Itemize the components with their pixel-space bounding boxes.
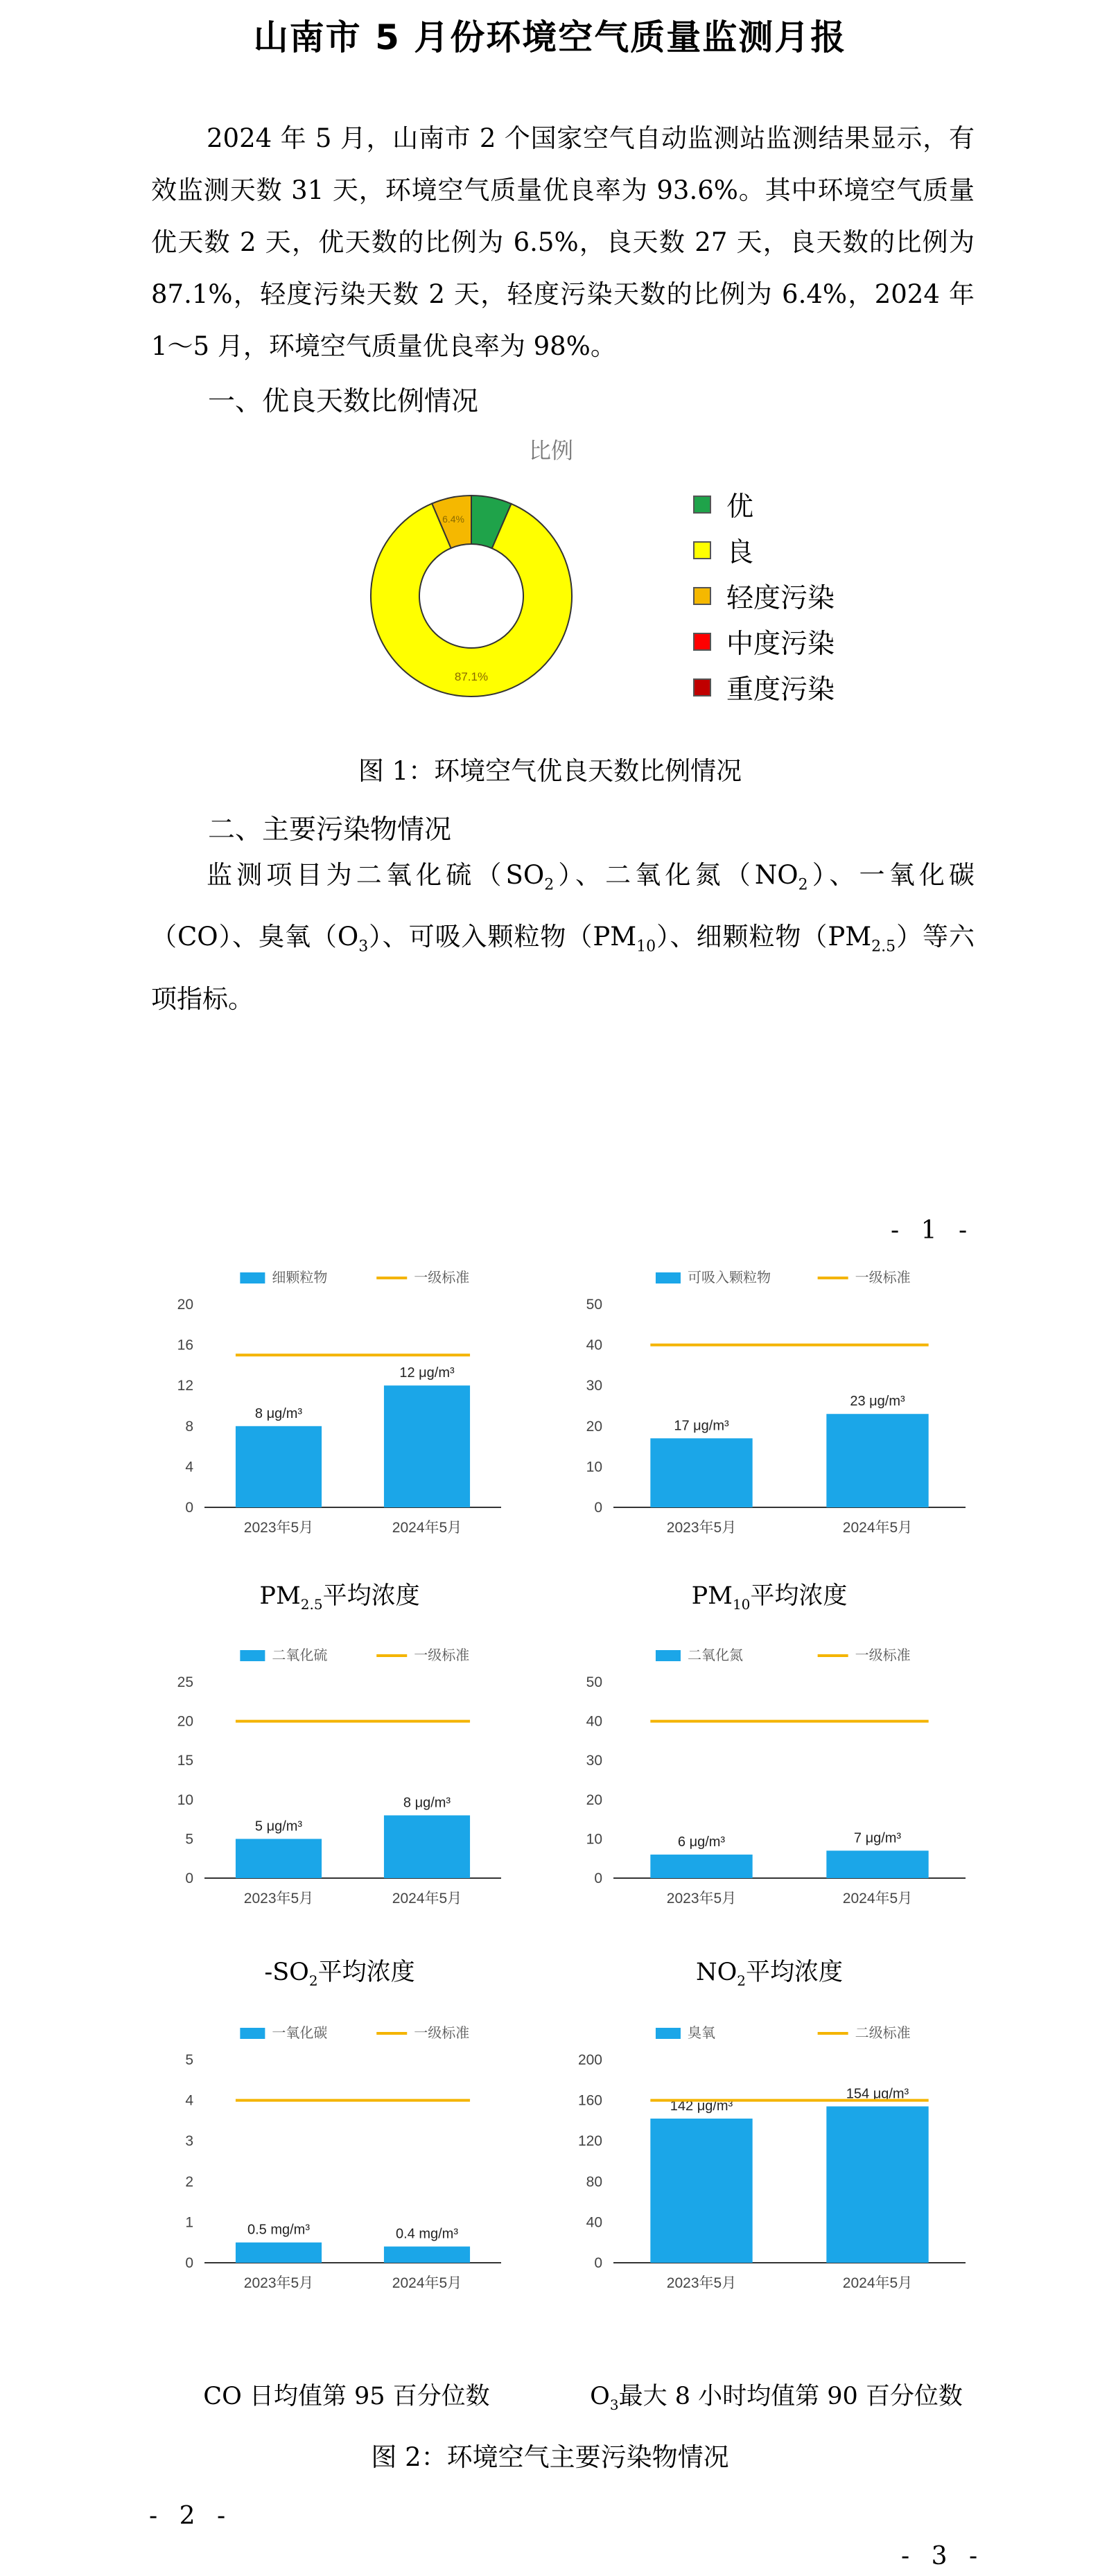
y-tick-label: 20	[586, 1791, 602, 1808]
y-tick-label: 20	[177, 1713, 193, 1730]
x-tick-label: 2023年5月	[666, 1520, 737, 1536]
y-tick-label: 3	[185, 2133, 193, 2150]
y-tick-label: 40	[586, 1713, 602, 1730]
y-tick-label: 5	[185, 2052, 193, 2068]
y-tick-label: 50	[586, 1297, 602, 1313]
no2-chart	[565, 1632, 974, 1916]
legend-label-standard: 一级标准	[414, 2026, 470, 2041]
pollutant-text: ）、可吸入颗粒物（PM	[368, 922, 637, 952]
legend-item	[693, 665, 835, 710]
bar-data-label: 0.4 mg/m³	[395, 2226, 459, 2242]
so2-chart	[156, 1632, 509, 1916]
subtitle-text: -SO	[264, 1959, 309, 1986]
y-tick-label: 10	[586, 1459, 602, 1475]
y-tick-label: 120	[577, 2133, 602, 2150]
bar-1	[384, 2247, 470, 2263]
x-tick-label: 2023年5月	[666, 2275, 737, 2291]
x-tick-label: 2023年5月	[243, 1520, 314, 1536]
legend-label-series: 二氧化氮	[687, 1648, 743, 1663]
bar-data-label: 6 μg/m³	[677, 1834, 726, 1850]
legend-label-series: 细颗粒物	[272, 1270, 328, 1286]
subtitle-text: 平均浓度	[746, 1959, 844, 1986]
legend-label-series: 一氧化碳	[272, 2026, 328, 2041]
legend-label: 良	[726, 537, 754, 568]
o3-chart-subtitle	[555, 2377, 998, 2413]
bar-data-label: 17 μg/m³	[674, 1418, 729, 1434]
legend-label-standard: 一级标准	[855, 1270, 911, 1286]
subtitle-text: 最大 8 小时均值第 90 百分位数	[618, 2383, 963, 2410]
subtitle-text: 平均浓度	[317, 1959, 415, 1986]
pie-chart	[360, 485, 582, 707]
legend-label: 重度污染	[726, 674, 835, 706]
pollutant-sub: 2.5	[871, 938, 896, 956]
pollutant-text: 监测项目为二氧化硫（SO	[207, 860, 545, 890]
figure2-caption: 图 2：环境空气主要污染物情况	[371, 2442, 729, 2472]
y-tick-label: 40	[586, 1337, 602, 1353]
legend-label: 轻度污染	[726, 583, 835, 614]
y-tick-label: 0	[594, 2255, 602, 2271]
legend-item	[693, 527, 835, 573]
legend-item	[693, 573, 835, 619]
bar-data-label: 8 μg/m³	[403, 1795, 451, 1811]
section-heading-pollutants: 二、主要污染物情况	[208, 814, 452, 845]
page-number-2: - 2 -	[149, 2502, 233, 2530]
pollutant-text: ）、二氧化氮（NO	[554, 860, 798, 890]
pollutant-sub: 3	[358, 938, 369, 956]
legend-swatch	[693, 496, 711, 514]
report-title: 山南市 5 月份环境空气质量监测月报	[253, 17, 847, 58]
y-tick-label: 20	[586, 1418, 602, 1435]
x-tick-label: 2023年5月	[666, 1891, 737, 1907]
x-tick-label: 2024年5月	[842, 1520, 913, 1536]
subtitle-sub: 2.5	[300, 1596, 323, 1613]
pollutant-text: ）、一氧化碳（CO）、臭氧（O	[151, 860, 975, 952]
legend-swatch	[693, 633, 711, 651]
pm10-chart	[565, 1254, 974, 1545]
legend-label: 中度污染	[726, 629, 835, 660]
legend-swatch-series	[656, 1650, 681, 1661]
y-tick-label: 20	[177, 1297, 193, 1313]
bar-0	[236, 1839, 322, 1878]
pollutants-paragraph	[151, 849, 975, 1025]
bar-1	[826, 1850, 928, 1878]
pm25-chart	[156, 1254, 509, 1545]
legend-label-standard: 一级标准	[414, 1648, 470, 1663]
x-tick-label: 2023年5月	[243, 1891, 314, 1907]
y-tick-label: 0	[185, 1870, 193, 1886]
legend-label-standard: 一级标准	[855, 1648, 911, 1663]
legend-label-standard: 一级标准	[414, 1270, 470, 1286]
bar-data-label: 23 μg/m³	[850, 1394, 905, 1410]
legend-swatch	[693, 541, 711, 559]
pollutant-sub: 2	[544, 876, 555, 894]
subtitle-sub: 10	[732, 1596, 751, 1613]
co-chart-subtitle	[152, 2377, 541, 2413]
y-tick-label: 40	[586, 2214, 602, 2231]
x-tick-label: 2023年5月	[243, 2275, 314, 2291]
bar-data-label: 142 μg/m³	[670, 2098, 733, 2114]
y-tick-label: 200	[577, 2052, 602, 2068]
x-tick-label: 2024年5月	[392, 1891, 462, 1907]
y-tick-label: 0	[594, 1500, 602, 1516]
bar-0	[650, 1438, 752, 1507]
legend-label-series: 二氧化硫	[272, 1648, 328, 1663]
bar-1	[384, 1385, 470, 1507]
legend-swatch-series	[240, 1650, 265, 1661]
pollutant-sub: 10	[636, 938, 656, 956]
bar-1	[384, 1815, 470, 1878]
y-tick-label: 4	[185, 1459, 193, 1475]
legend-label-series: 可吸入颗粒物	[687, 1270, 771, 1286]
intro-paragraph: 2024 年 5 月，山南市 2 个国家空气自动监测站监测结果显示，有效监测天数 31 天，环境空气质量优良率为 93.6%。其中环境空气质量优天数 2 天，优天数的比例为 6.5%，良天数 27 天，良天数的比例为 87.1%，轻度污染天数 2 天，轻度污染天数的比例为 6.4%，2024 年 1～5 月，环境空气质量优良率为 98%。	[151, 123, 975, 361]
legend-swatch-series	[656, 2028, 681, 2039]
x-tick-label: 2024年5月	[842, 2275, 913, 2291]
subtitle-text: 平均浓度	[322, 1582, 420, 1610]
figure1-caption: 图 1：环境空气优良天数比例情况	[358, 756, 742, 786]
x-tick-label: 2024年5月	[392, 1520, 462, 1536]
pie-title: 比例	[529, 437, 574, 464]
pie-data-label: 87.1%	[454, 670, 489, 683]
y-tick-label: 12	[177, 1378, 193, 1394]
pollutant-text: ）等六项指标。	[151, 922, 975, 1014]
pm25-chart-subtitle	[180, 1577, 499, 1613]
y-tick-label: 25	[177, 1674, 193, 1690]
bar-1	[826, 2106, 928, 2263]
subtitle-text: O	[590, 2383, 610, 2410]
y-tick-label: 30	[586, 1378, 602, 1394]
legend-label: 优	[726, 491, 754, 523]
legend-swatch-series	[656, 1272, 681, 1283]
pollutant-text: ）、细颗粒物（PM	[656, 922, 872, 952]
section-heading-ratio: 一、优良天数比例情况	[208, 386, 479, 417]
pie-legend	[693, 482, 835, 710]
page-number-3: - 3 -	[901, 2542, 985, 2570]
y-tick-label: 10	[177, 1791, 193, 1808]
subtitle-sub: 3	[609, 2397, 619, 2413]
no2-chart-subtitle	[596, 1953, 943, 1989]
subtitle-text: 平均浓度	[750, 1582, 848, 1610]
subtitle-sub: 2	[308, 1972, 318, 1989]
y-tick-label: 15	[177, 1753, 193, 1769]
x-tick-label: 2024年5月	[842, 1891, 913, 1907]
bar-data-label: 12 μg/m³	[399, 1365, 455, 1381]
bar-data-label: 7 μg/m³	[853, 1830, 902, 1846]
bar-data-label: 0.5 mg/m³	[247, 2222, 311, 2238]
co-chart	[156, 2010, 509, 2301]
bar-0	[650, 2119, 752, 2263]
legend-swatch-series	[240, 1272, 265, 1283]
page-number-1: - 1 -	[891, 1216, 975, 1245]
bar-data-label: 8 μg/m³	[254, 1405, 303, 1421]
o3-chart	[565, 2010, 974, 2301]
bar-1	[826, 1414, 928, 1507]
y-tick-label: 1	[185, 2214, 193, 2231]
legend-swatch	[693, 678, 711, 696]
pie-data-label: 6.4%	[442, 514, 464, 525]
bar-data-label: 5 μg/m³	[254, 1819, 303, 1834]
subtitle-text: NO	[695, 1959, 737, 1986]
pm10-chart-subtitle	[596, 1577, 943, 1613]
so2-chart-subtitle	[180, 1953, 499, 1989]
bar-0	[650, 1855, 752, 1878]
y-tick-label: 8	[185, 1418, 193, 1435]
subtitle-text: CO 日均值第 95 百分位数	[203, 2383, 490, 2410]
subtitle-text: PM	[691, 1582, 733, 1610]
y-tick-label: 30	[586, 1753, 602, 1769]
y-tick-label: 10	[586, 1831, 602, 1848]
y-tick-label: 4	[185, 2092, 193, 2109]
pollutant-sub: 2	[798, 876, 808, 894]
bar-0	[236, 2243, 322, 2263]
y-tick-label: 5	[185, 1831, 193, 1848]
y-tick-label: 16	[177, 1337, 193, 1353]
legend-swatch	[693, 587, 711, 605]
legend-label-series: 臭氧	[687, 2026, 715, 2041]
y-tick-label: 0	[185, 1500, 193, 1516]
y-tick-label: 2	[185, 2173, 193, 2190]
legend-swatch-series	[240, 2028, 265, 2039]
bar-data-label: 154 μg/m³	[846, 2086, 909, 2102]
y-tick-label: 0	[594, 1870, 602, 1886]
legend-item	[693, 619, 835, 665]
legend-item	[693, 482, 835, 527]
legend-label-standard: 二级标准	[855, 2026, 911, 2041]
subtitle-text: PM	[259, 1582, 301, 1610]
x-tick-label: 2024年5月	[392, 2275, 462, 2291]
y-tick-label: 0	[185, 2255, 193, 2271]
y-tick-label: 160	[577, 2092, 602, 2109]
subtitle-sub: 2	[737, 1972, 747, 1989]
y-tick-label: 80	[586, 2173, 602, 2190]
bar-0	[236, 1426, 322, 1507]
y-tick-label: 50	[586, 1674, 602, 1690]
